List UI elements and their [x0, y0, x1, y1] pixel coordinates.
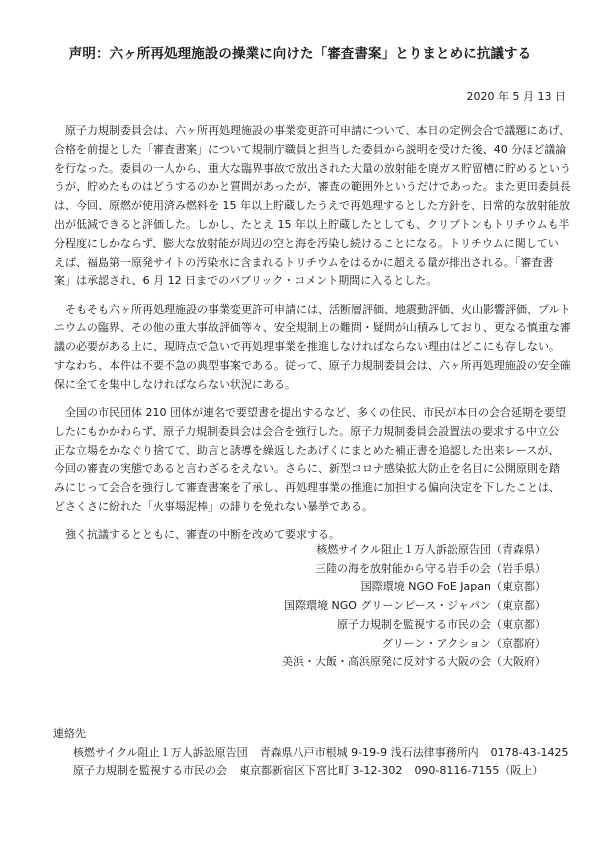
text-line: 分程度にしかならず、膨大な放射能が周辺の空と海を汚染し続けることになる。トリチウムに関してい — [54, 236, 559, 250]
text-line: すなわち、本件は不要不急の典型事案である。従って、原子力規制委員会は、六ヶ所再処理施設の安全確 — [54, 358, 571, 372]
text-line: どさくさに紛れた「火事場泥棒」の誹りを免れない暴挙である。 — [54, 499, 373, 513]
text-line: したにもかかわらず、原子力規制委員会は会合を強行した。原子力規制委員会設置法の要求する中立公 — [54, 424, 560, 438]
text-line: 原子力規制委員会は、六ヶ所再処理施設の事業変更許可申請について、本日の定例会合で議題にあげ、 — [54, 124, 571, 137]
text-line: 合格を前提とした「審査書案」について規制庁職員と担当した委員から説明を受けた後、40 分ほど議論 — [54, 142, 567, 156]
contact-org: 核燃サイクル阻止１万人訴訟原告団 — [73, 745, 248, 759]
signatory: グリーン・アクション（京都府） — [381, 636, 546, 650]
text-line: ニウムの臨界、その他の重大事故評価等々、安全規制上の難問・疑問が山積みしており、更なる慎重な審 — [54, 321, 571, 335]
contact-section — [53, 725, 569, 781]
signatory: 国際環境 NGO FoE Japan（東京都） — [360, 580, 546, 594]
text-line: うが、貯めたものはどうするのかと質問があったが、審査の範囲外というだけであった。また更田委員長 — [54, 180, 571, 194]
text-line: は、今回、原燃が使用済み燃料を 15 年以上貯蔵したうえで再処理するとした方針を、日常的な放射能放 — [54, 199, 570, 213]
text-line: を行なった。委員の一人から、重大な臨界事故で放出された大量の放射能を廃ガス貯留槽に貯めるという — [54, 161, 571, 175]
signatory-list — [250, 541, 546, 672]
text-line: 議の必要がある上に、現時点で急いで再処理事業を推進しなければならない理由はどこにも存しない。 — [54, 340, 560, 354]
contact-phone: 0178-43-1425 — [490, 745, 569, 759]
signatory: 核燃サイクル阻止１万人訴訟原告団（青森県） — [316, 543, 546, 556]
text-line: 出が低減できると評価した。しかし、たとえ 15 年以上貯蔵したとしても、クリプトンもトリチウムも半 — [54, 217, 570, 231]
document-title: 声明：六ヶ所再処理施設の操業に向けた「審査書案」とりまとめに抗議する — [68, 46, 532, 62]
text-line: 保に全てを集中しなければならない状況にある。 — [54, 377, 296, 391]
text-line: そもそも六ヶ所再処理施設の事業変更許可申請には、活断層評価、地震動評価、火山影響評価、プルト — [54, 302, 571, 316]
text-line: 強く抗議するとともに、審査の中断を改めて要求する。 — [54, 528, 340, 542]
text-line: 正な立場をかなぐり捨てて、助言と誘導を繰返したあげくにまとめた補正書を追認した出来レースが、 — [54, 443, 560, 457]
contact-org: 原子力規制を監視する市民の会 — [73, 764, 227, 777]
contact-address: 東京都新宿区下宮比町 3-12-302 — [239, 764, 403, 777]
text-line: 全国の市民団体 210 団体が連名で要望書を提出するなど、多くの住民、市民が本日の会合延期を要望 — [54, 405, 566, 419]
paragraph — [54, 404, 566, 517]
signatory: 国際環境 NGO グリーンピース・ジャパン（東京都） — [284, 599, 546, 613]
paragraph — [54, 301, 571, 395]
contact-address: 青森県八戸市根城 9-19-9 浅石法律事務所内 — [259, 745, 479, 759]
signatory: 原子力規制を監視する市民の会（東京都） — [337, 617, 546, 631]
signatory: 美浜・大飯・高浜原発に反対する大阪の会（大阪府） — [282, 655, 546, 669]
text-line: 案」は承認され、6 月 12 日までのパブリック・コメント期間に入るとした。 — [54, 274, 438, 288]
contact-heading: 連絡先 — [53, 727, 86, 740]
text-line: みにじって会合を強行して審査書案を了承し、再処理事業の推進に加担する偏向決定を下したことは、 — [54, 481, 560, 495]
text-line: えば、福島第一原発サイトの汚染水に含まれるトリチウムをはるかに超える量が排出される。「審査書 — [54, 255, 554, 269]
text-line: 今回の審査の実態であると言わざるをえない。さらに、新型コロナ感染拡大防止を名目に公開原則を踏 — [54, 462, 560, 476]
document-date: 2020 年 5 月 13 日 — [466, 90, 566, 103]
contact-phone: 090-8116-7155（阪上） — [414, 764, 544, 777]
paragraph — [54, 122, 571, 291]
contact-entry — [53, 762, 553, 781]
signatory: 三陸の海を放射能から守る岩手の会（岩手県） — [315, 561, 546, 575]
document-body — [54, 122, 571, 554]
contact-entry — [53, 744, 569, 763]
